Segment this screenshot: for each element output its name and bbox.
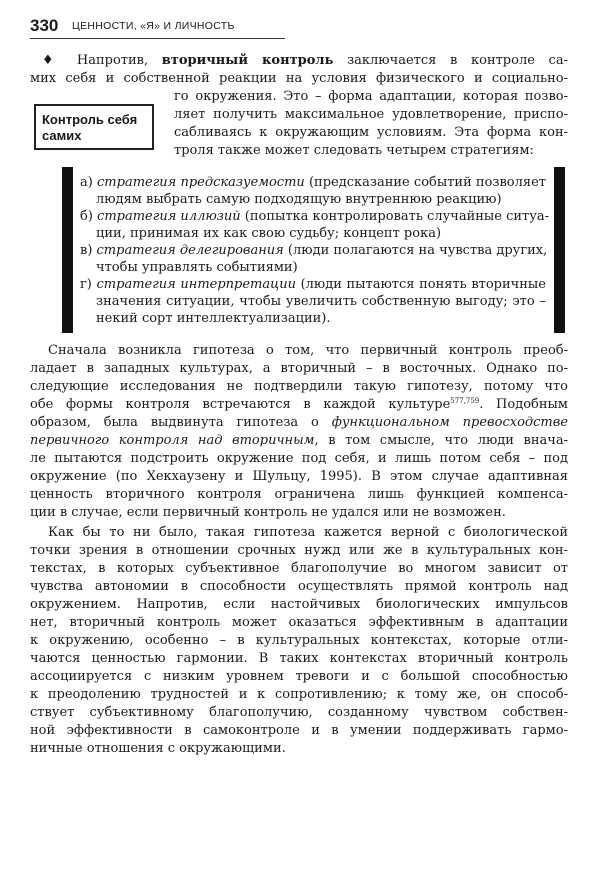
intro-line-3: го окружения. Это – форма адаптации, которая позво- bbox=[174, 89, 568, 104]
p3-line-8: чаются ценностью гармонии. В таких контекстах вторичный контроль bbox=[30, 651, 568, 666]
p2-line-6: первичного контроля над вторичным, в том смысле, что люди внача- bbox=[30, 433, 569, 448]
page-header bbox=[30, 16, 570, 38]
margin-note-box bbox=[34, 104, 154, 150]
strategy-c: в) стратегия делегирования (люди полагаются на чувства других, bbox=[80, 243, 548, 258]
p2-line-7: ле пытаются подстроить окружение под себя, и лишь потом себя – под bbox=[30, 451, 568, 466]
strategy-c-name: стратегия делегирования bbox=[96, 243, 284, 258]
margin-note-line-2: самих bbox=[42, 128, 82, 143]
p3-line-11: ствует субъективному благополучию, созданному чувством собствен- bbox=[30, 705, 568, 720]
page-number: 330 bbox=[30, 16, 59, 35]
p3-line-1: Как бы то ни было, такая гипотеза кажется верной с биологической bbox=[48, 525, 568, 540]
p3-line-6: нет, вторичный контроль может оказаться эффективным в адаптации bbox=[30, 615, 568, 630]
p2-line-1: Сначала возникла гипотеза о том, что первичный контроль преоб- bbox=[48, 343, 568, 358]
p3-line-2: точки зрения в отношении срочных нужд или же в культуральных кон- bbox=[30, 543, 568, 558]
strategy-d: г) стратегия интерпретации (люди пытаются понять вторичные bbox=[80, 277, 546, 292]
term-secondary-control: вторичный контроль bbox=[161, 53, 334, 68]
intro-line-1: ♦ Напротив, вторичный контроль заключается в контроле са- bbox=[42, 53, 568, 68]
running-title: ЦЕННОСТИ, «Я» И ЛИЧНОСТЬ bbox=[72, 20, 235, 32]
strategy-a: а) стратегия предсказуемости (предсказание событий позволяет bbox=[80, 175, 546, 190]
p2-line-3: следующие исследования не подтвердили такую гипотезу, потому что bbox=[30, 379, 568, 394]
diamond-bullet-icon: ♦ bbox=[42, 53, 64, 68]
p3-line-7: к окружению, особенно – в культуральных контекстах, которые отли- bbox=[30, 633, 568, 648]
strategy-d-cont: значения ситуации, чтобы увеличить собственную выгоду; это – bbox=[96, 294, 546, 309]
p2-line-10: ции в случае, если первичный контроль не удался или не возможен. bbox=[30, 505, 506, 520]
p3-line-4: чувства автономии в способности осуществлять прямой контроль над bbox=[30, 579, 568, 594]
p2-line-2: ладает в западных культурах, а вторичный – в восточных. Однако по- bbox=[30, 361, 568, 376]
strategy-c-cont: чтобы управлять событиями) bbox=[96, 260, 298, 275]
p2-line-4: обе формы контроля встречаются в каждой культуре$^{577,759}$. Подобным bbox=[30, 397, 568, 412]
header-rule bbox=[30, 38, 285, 39]
intro-line-5: сабливаясь к окружающим условиям. Эта форма кон- bbox=[174, 125, 568, 140]
p3-line-5: окружением. Напротив, если настойчивых биологических импульсов bbox=[30, 597, 568, 612]
strategy-d-name: стратегия интерпретации bbox=[96, 277, 296, 292]
citation-superscript: 577,759 bbox=[450, 397, 480, 405]
strategy-b-name: стратегия иллюзий bbox=[97, 209, 241, 224]
intro-line-2: мих себя и собственной реакции на условия физического и социально- bbox=[30, 71, 568, 86]
strategy-a-name: стратегия предсказуемости bbox=[97, 175, 305, 190]
strategy-b-cont: ции, принимая их как свою судьбу; концепт рока) bbox=[96, 226, 442, 241]
p3-line-10: к преодолению трудностей и к сопротивлению; к тому же, он способ- bbox=[30, 687, 568, 702]
p3-line-13: ничные отношения с окружающими. bbox=[30, 741, 286, 756]
p3-line-3: текстах, в которых субъективное благополучие во многом зависит от bbox=[30, 561, 568, 576]
intro-line-6: троля также может следовать четырем стратегиям: bbox=[174, 143, 534, 158]
p3-line-9: ассоциируется с низким уровнем тревоги и с большой способностью bbox=[30, 669, 568, 684]
list-left-bar bbox=[62, 167, 73, 333]
p3-line-12: ной эффективности в самоконтроле и в умении поддерживать гармо- bbox=[30, 723, 568, 738]
intro-line-4: ляет получить максимальное удовлетворение, приспо- bbox=[174, 107, 568, 122]
p2-line-9: ценность вторичного контроля ограничена лишь функцией компенса- bbox=[30, 487, 568, 502]
strategy-d-cont-2: некий сорт интеллектуализации). bbox=[96, 311, 331, 326]
strategy-a-cont: людям выбрать самую подходящую внутреннюю реакцию) bbox=[96, 192, 502, 207]
strategy-b: б) стратегия иллюзий (попытка контролировать случайные ситуа- bbox=[80, 209, 550, 224]
list-right-bar bbox=[554, 167, 565, 333]
p2-line-5: образом, была выдвинута гипотеза о функциональном превосходстве bbox=[30, 415, 568, 430]
p2-line-8: окружение (по Хекхаузену и Шульцу, 1995). В этом случае адаптивная bbox=[30, 469, 568, 484]
margin-note-line-1: Контроль себя bbox=[42, 112, 138, 127]
